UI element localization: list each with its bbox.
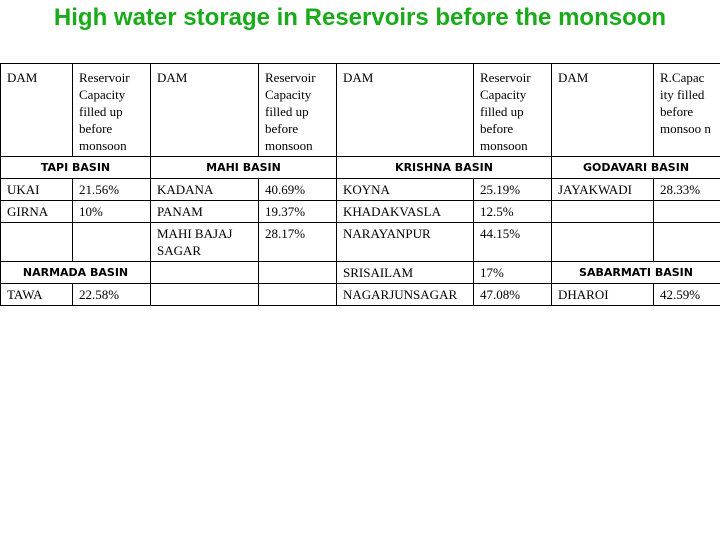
capacity-value: 42.59% — [654, 284, 720, 306]
capacity-value: 17% — [474, 262, 552, 284]
empty-cell — [151, 262, 259, 284]
table-row — [1, 201, 720, 223]
dam-name: KADANA — [151, 179, 259, 201]
header-capacity: Reservoir Capacity filled up before monsoon — [474, 64, 552, 157]
capacity-value: 28.17% — [259, 223, 337, 262]
empty-cell — [259, 284, 337, 306]
dam-name: SRISAILAM — [337, 262, 474, 284]
empty-cell — [552, 223, 654, 262]
capacity-value: 22.58% — [73, 284, 151, 306]
empty-cell — [654, 201, 720, 223]
basin-label-narmada: NARMADA BASIN — [1, 262, 151, 284]
page-title: High water storage in Reservoirs before the monsoon — [53, 4, 667, 31]
empty-cell — [151, 284, 259, 306]
basin-label-tapi: TAPI BASIN — [1, 157, 151, 179]
dam-name: MAHI BAJAJ SAGAR — [151, 223, 259, 262]
empty-cell — [259, 262, 337, 284]
dam-name: DHAROI — [552, 284, 654, 306]
basin-row — [1, 157, 720, 179]
basin-label-mahi: MAHI BASIN — [151, 157, 337, 179]
capacity-value: 25.19% — [474, 179, 552, 201]
table-row — [1, 262, 720, 284]
dam-name: NAGARJUNSAGAR — [337, 284, 474, 306]
capacity-value: 19.37% — [259, 201, 337, 223]
table-row — [1, 284, 720, 306]
empty-cell — [552, 201, 654, 223]
dam-name: KHADAKVASLA — [337, 201, 474, 223]
capacity-value: 12.5% — [474, 201, 552, 223]
dam-name: KOYNA — [337, 179, 474, 201]
dam-name: TAWA — [1, 284, 73, 306]
empty-cell — [73, 223, 151, 262]
header-capacity: R.Capac ity filled before monsoo n — [654, 64, 720, 157]
header-capacity: Reservoir Capacity filled up before monsoon — [259, 64, 337, 157]
header-row — [1, 64, 720, 157]
capacity-value: 44.15% — [474, 223, 552, 262]
capacity-value: 28.33% — [654, 179, 720, 201]
dam-name: NARAYANPUR — [337, 223, 474, 262]
basin-label-krishna: KRISHNA BASIN — [337, 157, 552, 179]
capacity-value: 10% — [73, 201, 151, 223]
dam-name: PANAM — [151, 201, 259, 223]
dam-name: JAYAKWADI — [552, 179, 654, 201]
capacity-value: 21.56% — [73, 179, 151, 201]
header-dam: DAM — [151, 64, 259, 157]
header-capacity: Reservoir Capacity filled up before monsoon — [73, 64, 151, 157]
reservoir-table — [0, 63, 720, 306]
table-row — [1, 223, 720, 262]
header-dam: DAM — [552, 64, 654, 157]
header-dam: DAM — [1, 64, 73, 157]
dam-name: GIRNA — [1, 201, 73, 223]
basin-label-sabarmati: SABARMATI BASIN — [552, 262, 720, 284]
table-row — [1, 179, 720, 201]
capacity-value: 47.08% — [474, 284, 552, 306]
dam-name: UKAI — [1, 179, 73, 201]
header-dam: DAM — [337, 64, 474, 157]
basin-label-godavari: GODAVARI BASIN — [552, 157, 720, 179]
empty-cell — [1, 223, 73, 262]
capacity-value: 40.69% — [259, 179, 337, 201]
empty-cell — [654, 223, 720, 262]
